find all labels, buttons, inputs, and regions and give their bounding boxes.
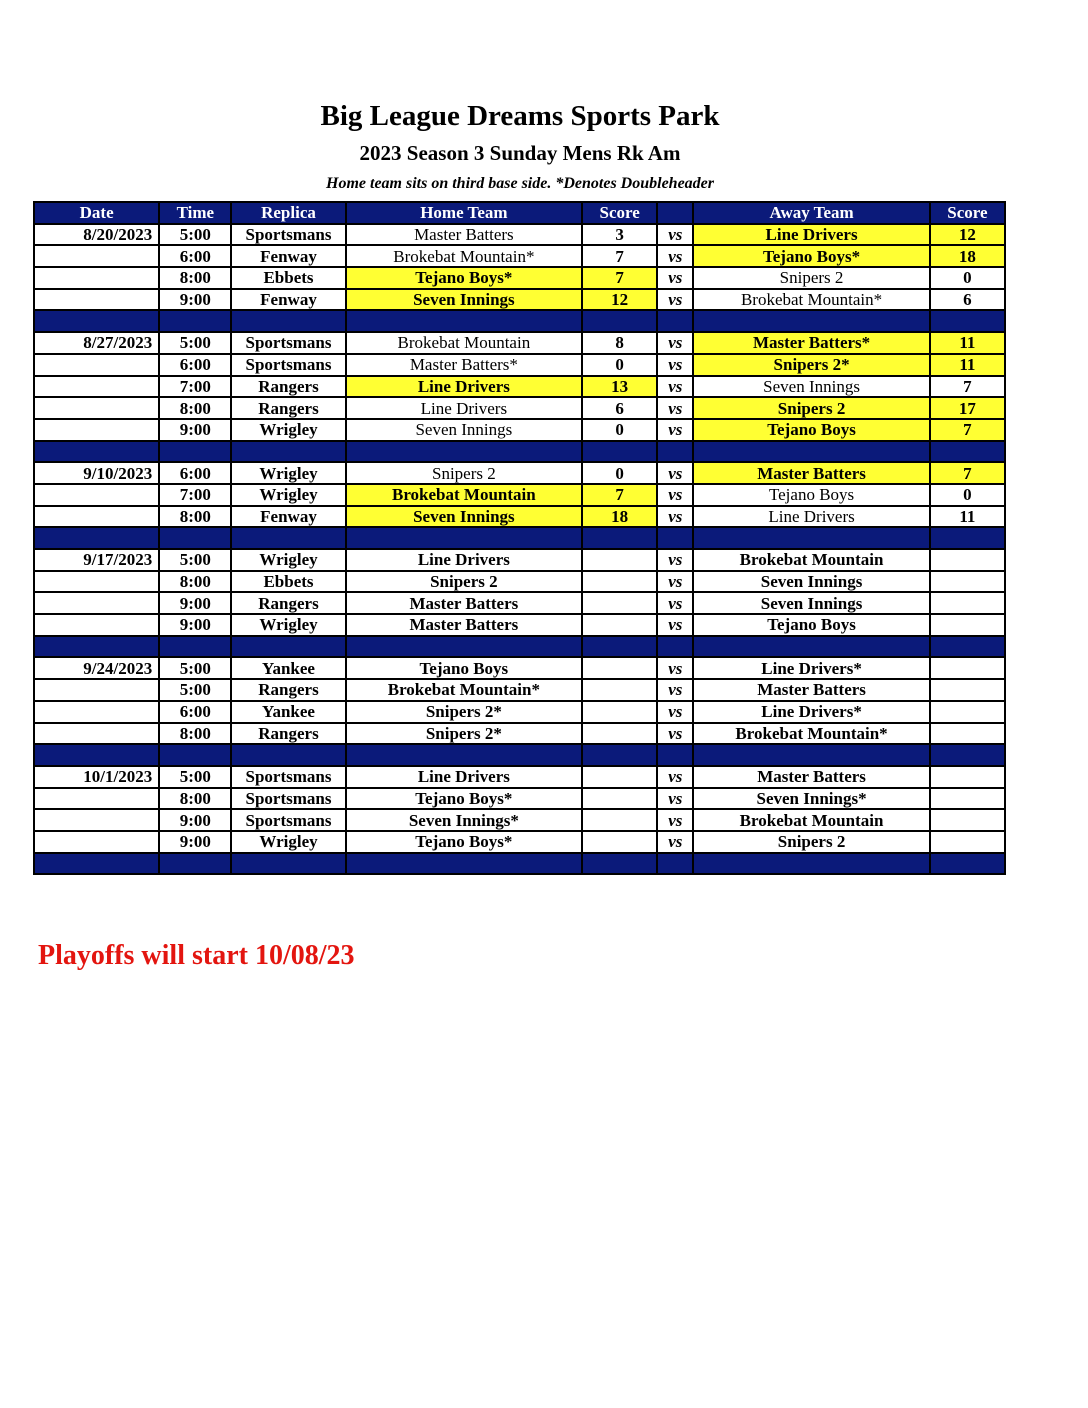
week-separator-row — [34, 744, 1005, 766]
home-team-cell: Snipers 2* — [346, 701, 582, 723]
time-cell: 6:00 — [159, 245, 231, 267]
away-score-cell: 12 — [930, 224, 1005, 246]
away-team-cell: Brokebat Mountain — [693, 549, 929, 571]
away-team-cell: Tejano Boys* — [693, 245, 929, 267]
header-home-score: Score — [582, 202, 657, 224]
field-cell: Rangers — [231, 397, 345, 419]
date-cell — [34, 809, 159, 831]
away-score-cell — [930, 788, 1005, 810]
separator-cell — [582, 527, 657, 549]
date-cell — [34, 788, 159, 810]
field-cell: Rangers — [231, 723, 345, 745]
separator-cell — [657, 853, 693, 875]
separator-cell — [930, 744, 1005, 766]
header-replica: Replica — [231, 202, 345, 224]
home-team-cell: Snipers 2 — [346, 462, 582, 484]
home-team-cell: Tejano Boys* — [346, 267, 582, 289]
vs-cell: vs — [657, 592, 693, 614]
week-separator-row — [34, 527, 1005, 549]
field-cell: Wrigley — [231, 484, 345, 506]
home-team-cell: Master Batters* — [346, 354, 582, 376]
date-cell: 9/10/2023 — [34, 462, 159, 484]
away-score-cell — [930, 614, 1005, 636]
date-cell — [34, 484, 159, 506]
away-score-cell — [930, 679, 1005, 701]
away-team-cell: Brokebat Mountain — [693, 809, 929, 831]
home-score-cell — [582, 549, 657, 571]
vs-cell: vs — [657, 354, 693, 376]
table-row — [34, 592, 1005, 614]
home-team-cell: Seven Innings — [346, 419, 582, 441]
home-score-cell: 13 — [582, 376, 657, 398]
away-team-cell: Master Batters — [693, 679, 929, 701]
page-subtitle: 2023 Season 3 Sunday Mens Rk Am — [359, 141, 681, 165]
field-cell: Wrigley — [231, 549, 345, 571]
home-team-cell: Tejano Boys* — [346, 788, 582, 810]
vs-cell: vs — [657, 289, 693, 311]
away-team-cell: Tejano Boys — [693, 614, 929, 636]
separator-cell — [231, 527, 345, 549]
field-cell: Yankee — [231, 657, 345, 679]
field-cell: Fenway — [231, 506, 345, 528]
separator-cell — [582, 441, 657, 463]
home-score-cell: 0 — [582, 354, 657, 376]
home-team-cell: Master Batters — [346, 224, 582, 246]
separator-cell — [930, 441, 1005, 463]
separator-cell — [231, 853, 345, 875]
home-score-cell: 7 — [582, 484, 657, 506]
table-row — [34, 289, 1005, 311]
schedule-table — [33, 201, 1006, 875]
separator-cell — [159, 310, 231, 332]
time-cell: 9:00 — [159, 831, 231, 853]
field-cell: Fenway — [231, 289, 345, 311]
field-cell: Ebbets — [231, 571, 345, 593]
separator-cell — [231, 310, 345, 332]
away-score-cell: 6 — [930, 289, 1005, 311]
vs-cell: vs — [657, 788, 693, 810]
playoffs-notice: Playoffs will start 10/08/23 — [38, 940, 355, 971]
time-cell: 9:00 — [159, 289, 231, 311]
away-team-cell: Seven Innings — [693, 592, 929, 614]
table-row — [34, 354, 1005, 376]
away-score-cell: 11 — [930, 354, 1005, 376]
table-row — [34, 506, 1005, 528]
field-cell: Sportsmans — [231, 224, 345, 246]
separator-cell — [582, 853, 657, 875]
separator-cell — [346, 744, 582, 766]
table-row — [34, 571, 1005, 593]
away-team-cell: Line Drivers* — [693, 657, 929, 679]
separator-cell — [34, 636, 159, 658]
field-cell: Sportsmans — [231, 766, 345, 788]
time-cell: 5:00 — [159, 766, 231, 788]
time-cell: 5:00 — [159, 549, 231, 571]
separator-cell — [693, 527, 929, 549]
separator-cell — [159, 636, 231, 658]
home-score-cell: 3 — [582, 224, 657, 246]
time-cell: 9:00 — [159, 809, 231, 831]
date-cell: 10/1/2023 — [34, 766, 159, 788]
home-team-cell: Seven Innings — [346, 289, 582, 311]
away-team-cell: Tejano Boys — [693, 484, 929, 506]
separator-cell — [231, 636, 345, 658]
separator-cell — [582, 744, 657, 766]
home-team-cell: Brokebat Mountain* — [346, 679, 582, 701]
field-cell: Sportsmans — [231, 809, 345, 831]
date-cell — [34, 354, 159, 376]
home-team-cell: Tejano Boys — [346, 657, 582, 679]
home-score-cell — [582, 723, 657, 745]
home-score-cell — [582, 788, 657, 810]
separator-cell — [346, 527, 582, 549]
time-cell: 6:00 — [159, 354, 231, 376]
table-row — [34, 723, 1005, 745]
field-cell: Wrigley — [231, 831, 345, 853]
separator-cell — [159, 744, 231, 766]
field-cell: Wrigley — [231, 614, 345, 636]
separator-cell — [657, 636, 693, 658]
date-cell — [34, 831, 159, 853]
away-team-cell: Master Batters — [693, 462, 929, 484]
separator-cell — [693, 441, 929, 463]
field-cell: Wrigley — [231, 462, 345, 484]
away-score-cell — [930, 571, 1005, 593]
date-cell — [34, 419, 159, 441]
home-team-cell: Line Drivers — [346, 549, 582, 571]
field-cell: Ebbets — [231, 267, 345, 289]
table-row — [34, 462, 1005, 484]
home-score-cell — [582, 571, 657, 593]
vs-cell: vs — [657, 245, 693, 267]
home-score-cell: 0 — [582, 419, 657, 441]
table-row — [34, 224, 1005, 246]
vs-cell: vs — [657, 506, 693, 528]
home-score-cell: 8 — [582, 332, 657, 354]
table-row — [34, 831, 1005, 853]
table-row — [34, 376, 1005, 398]
vs-cell: vs — [657, 614, 693, 636]
away-team-cell: Line Drivers* — [693, 701, 929, 723]
date-cell — [34, 571, 159, 593]
home-team-cell: Line Drivers — [346, 376, 582, 398]
vs-cell: vs — [657, 657, 693, 679]
vs-cell: vs — [657, 224, 693, 246]
separator-cell — [930, 636, 1005, 658]
away-team-cell: Snipers 2* — [693, 354, 929, 376]
separator-cell — [657, 527, 693, 549]
separator-cell — [582, 636, 657, 658]
separator-cell — [693, 744, 929, 766]
field-cell: Rangers — [231, 376, 345, 398]
date-cell — [34, 592, 159, 614]
vs-cell: vs — [657, 549, 693, 571]
date-cell — [34, 506, 159, 528]
home-score-cell: 6 — [582, 397, 657, 419]
time-cell: 9:00 — [159, 614, 231, 636]
home-team-cell: Seven Innings — [346, 506, 582, 528]
time-cell: 5:00 — [159, 657, 231, 679]
date-cell: 8/27/2023 — [34, 332, 159, 354]
home-team-cell: Master Batters — [346, 592, 582, 614]
field-cell: Rangers — [231, 592, 345, 614]
away-score-cell — [930, 831, 1005, 853]
home-score-cell: 7 — [582, 267, 657, 289]
away-team-cell: Line Drivers — [693, 506, 929, 528]
table-row — [34, 679, 1005, 701]
separator-cell — [657, 310, 693, 332]
home-score-cell: 7 — [582, 245, 657, 267]
separator-cell — [930, 310, 1005, 332]
time-cell: 8:00 — [159, 506, 231, 528]
time-cell: 9:00 — [159, 419, 231, 441]
home-score-cell — [582, 831, 657, 853]
home-team-cell: Seven Innings* — [346, 809, 582, 831]
header-away-score: Score — [930, 202, 1005, 224]
vs-cell: vs — [657, 484, 693, 506]
away-score-cell: 18 — [930, 245, 1005, 267]
table-row — [34, 245, 1005, 267]
time-cell: 8:00 — [159, 571, 231, 593]
table-row — [34, 788, 1005, 810]
away-team-cell: Seven Innings — [693, 376, 929, 398]
separator-cell — [159, 853, 231, 875]
table-row — [34, 484, 1005, 506]
vs-cell: vs — [657, 462, 693, 484]
home-team-cell: Brokebat Mountain — [346, 332, 582, 354]
vs-cell: vs — [657, 831, 693, 853]
field-cell: Fenway — [231, 245, 345, 267]
separator-cell — [657, 744, 693, 766]
vs-cell: vs — [657, 571, 693, 593]
separator-cell — [930, 527, 1005, 549]
time-cell: 9:00 — [159, 592, 231, 614]
date-cell — [34, 376, 159, 398]
away-score-cell: 7 — [930, 419, 1005, 441]
home-team-cell: Snipers 2 — [346, 571, 582, 593]
field-cell: Wrigley — [231, 419, 345, 441]
date-cell: 9/24/2023 — [34, 657, 159, 679]
away-team-cell: Snipers 2 — [693, 831, 929, 853]
away-team-cell: Master Batters — [693, 766, 929, 788]
separator-cell — [693, 636, 929, 658]
separator-cell — [346, 441, 582, 463]
away-score-cell: 7 — [930, 376, 1005, 398]
separator-cell — [159, 527, 231, 549]
home-team-cell: Snipers 2* — [346, 723, 582, 745]
vs-cell: vs — [657, 419, 693, 441]
time-cell: 6:00 — [159, 462, 231, 484]
home-team-cell: Line Drivers — [346, 397, 582, 419]
header-home-team: Home Team — [346, 202, 582, 224]
schedule-body — [34, 224, 1005, 875]
separator-cell — [346, 310, 582, 332]
away-score-cell — [930, 723, 1005, 745]
home-score-cell: 18 — [582, 506, 657, 528]
header-row — [34, 202, 1005, 224]
separator-cell — [693, 853, 929, 875]
separator-cell — [34, 441, 159, 463]
field-cell: Rangers — [231, 679, 345, 701]
away-team-cell: Snipers 2 — [693, 397, 929, 419]
vs-cell: vs — [657, 723, 693, 745]
time-cell: 7:00 — [159, 376, 231, 398]
table-row — [34, 809, 1005, 831]
home-team-cell: Brokebat Mountain — [346, 484, 582, 506]
separator-cell — [693, 310, 929, 332]
table-row — [34, 419, 1005, 441]
separator-cell — [346, 636, 582, 658]
time-cell: 5:00 — [159, 224, 231, 246]
table-row — [34, 766, 1005, 788]
away-score-cell — [930, 592, 1005, 614]
away-score-cell: 7 — [930, 462, 1005, 484]
home-team-cell: Tejano Boys* — [346, 831, 582, 853]
table-row — [34, 332, 1005, 354]
separator-cell — [231, 744, 345, 766]
week-separator-row — [34, 441, 1005, 463]
away-score-cell: 11 — [930, 332, 1005, 354]
header-time: Time — [159, 202, 231, 224]
field-cell: Yankee — [231, 701, 345, 723]
vs-cell: vs — [657, 397, 693, 419]
table-row — [34, 267, 1005, 289]
away-score-cell: 0 — [930, 267, 1005, 289]
date-cell — [34, 723, 159, 745]
separator-cell — [930, 853, 1005, 875]
separator-cell — [34, 527, 159, 549]
week-separator-row — [34, 853, 1005, 875]
home-score-cell — [582, 766, 657, 788]
header-vs — [657, 202, 693, 224]
table-row — [34, 701, 1005, 723]
date-cell — [34, 614, 159, 636]
time-cell: 5:00 — [159, 679, 231, 701]
home-score-cell: 0 — [582, 462, 657, 484]
vs-cell: vs — [657, 679, 693, 701]
away-score-cell: 17 — [930, 397, 1005, 419]
separator-cell — [657, 441, 693, 463]
date-cell — [34, 397, 159, 419]
date-cell — [34, 289, 159, 311]
separator-cell — [34, 853, 159, 875]
away-score-cell — [930, 809, 1005, 831]
home-score-cell — [582, 614, 657, 636]
header-date: Date — [34, 202, 159, 224]
date-cell — [34, 679, 159, 701]
time-cell: 8:00 — [159, 267, 231, 289]
home-team-cell: Master Batters — [346, 614, 582, 636]
home-score-cell — [582, 809, 657, 831]
time-cell: 7:00 — [159, 484, 231, 506]
field-cell: Sportsmans — [231, 788, 345, 810]
home-score-cell — [582, 592, 657, 614]
away-score-cell — [930, 766, 1005, 788]
time-cell: 8:00 — [159, 788, 231, 810]
table-row — [34, 657, 1005, 679]
separator-cell — [231, 441, 345, 463]
table-row — [34, 614, 1005, 636]
field-cell: Sportsmans — [231, 354, 345, 376]
date-cell — [34, 701, 159, 723]
home-team-cell: Line Drivers — [346, 766, 582, 788]
away-team-cell: Seven Innings — [693, 571, 929, 593]
away-team-cell: Snipers 2 — [693, 267, 929, 289]
away-team-cell: Master Batters* — [693, 332, 929, 354]
time-cell: 8:00 — [159, 723, 231, 745]
time-cell: 8:00 — [159, 397, 231, 419]
header-away-team: Away Team — [693, 202, 929, 224]
home-team-cell: Brokebat Mountain* — [346, 245, 582, 267]
date-cell — [34, 267, 159, 289]
date-cell — [34, 245, 159, 267]
home-score-cell — [582, 679, 657, 701]
away-score-cell — [930, 549, 1005, 571]
date-cell: 9/17/2023 — [34, 549, 159, 571]
week-separator-row — [34, 310, 1005, 332]
away-score-cell — [930, 657, 1005, 679]
away-team-cell: Seven Innings* — [693, 788, 929, 810]
separator-cell — [159, 441, 231, 463]
date-cell: 8/20/2023 — [34, 224, 159, 246]
vs-cell: vs — [657, 766, 693, 788]
vs-cell: vs — [657, 376, 693, 398]
table-row — [34, 397, 1005, 419]
time-cell: 5:00 — [159, 332, 231, 354]
separator-cell — [34, 310, 159, 332]
home-score-cell — [582, 701, 657, 723]
schedule-note: Home team sits on third base side. *Denotes Doubleheader — [326, 175, 714, 192]
home-score-cell: 12 — [582, 289, 657, 311]
separator-cell — [346, 853, 582, 875]
vs-cell: vs — [657, 809, 693, 831]
table-row — [34, 549, 1005, 571]
vs-cell: vs — [657, 701, 693, 723]
field-cell: Sportsmans — [231, 332, 345, 354]
vs-cell: vs — [657, 332, 693, 354]
away-score-cell: 11 — [930, 506, 1005, 528]
time-cell: 6:00 — [159, 701, 231, 723]
away-score-cell: 0 — [930, 484, 1005, 506]
away-team-cell: Tejano Boys — [693, 419, 929, 441]
separator-cell — [582, 310, 657, 332]
home-score-cell — [582, 657, 657, 679]
separator-cell — [34, 744, 159, 766]
away-team-cell: Brokebat Mountain* — [693, 723, 929, 745]
away-team-cell: Line Drivers — [693, 224, 929, 246]
page-title: Big League Dreams Sports Park — [320, 100, 720, 132]
vs-cell: vs — [657, 267, 693, 289]
week-separator-row — [34, 636, 1005, 658]
away-team-cell: Brokebat Mountain* — [693, 289, 929, 311]
away-score-cell — [930, 701, 1005, 723]
